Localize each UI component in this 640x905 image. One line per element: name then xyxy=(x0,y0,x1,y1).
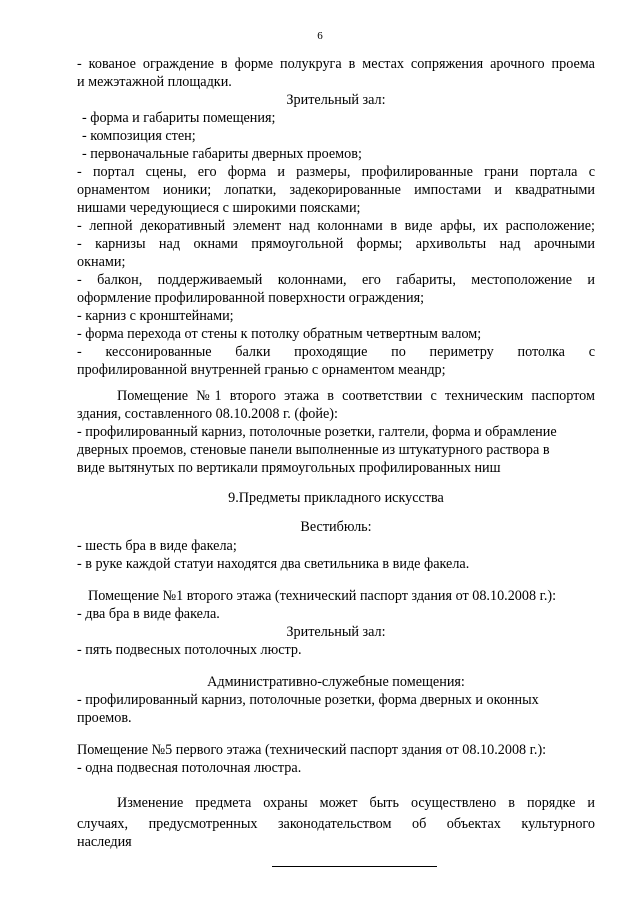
text-line: - лепной декоративный элемент над колоннами в виде арфы, их расположение; xyxy=(77,218,595,234)
text-line: - портал сцены, его форма и размеры, профилированные грани портала с xyxy=(77,164,595,180)
text-line: здания, составленного 08.10.2008 г. (фойе): xyxy=(77,406,338,422)
text-line: - форма и габариты помещения; xyxy=(82,110,276,126)
text-line: оформление профилированной поверхности ограждения; xyxy=(77,290,425,306)
subsection-heading: Административно-служебные помещения: xyxy=(207,674,465,690)
text-line: профилированной внутренней гранью с орнаментом меандр; xyxy=(77,362,446,378)
text-line: - два бра в виде факела. xyxy=(77,606,220,622)
text-line: Помещение №5 первого этажа (технический паспорт здания от 08.10.2008 г.): xyxy=(77,742,547,758)
text-line: - шесть бра в виде факела; xyxy=(77,538,237,554)
text-line: - кованое ограждение в форме полукруга в местах сопряжения арочного проема xyxy=(77,56,595,72)
section-heading: 9.Предметы прикладного искусства xyxy=(228,490,444,506)
footer-rule xyxy=(272,866,437,867)
text-line: Помещение №1 второго этажа в соответствии с техническим паспортом xyxy=(117,388,595,404)
text-line: и межэтажной площадки. xyxy=(77,74,232,90)
text-line: - карнизы над окнами прямоугольной формы; архивольты над арочными xyxy=(77,236,595,252)
text-line: - кессонированные балки проходящие по периметру потолка с xyxy=(77,344,595,360)
section-heading: Зрительный зал: xyxy=(286,92,386,108)
text-line: проемов. xyxy=(77,710,132,726)
subsection-heading: Вестибюль: xyxy=(300,519,372,535)
text-line: - в руке каждой статуи находятся два светильника в виде факела. xyxy=(77,556,470,572)
text-line: окнами; xyxy=(77,254,126,270)
text-line: - форма перехода от стены к потолку обратным четвертным валом; xyxy=(77,326,482,342)
text-line: дверных проемов, стеновые панели выполненные из штукатурного раствора в xyxy=(77,442,550,458)
text-line: - балкон, поддерживаемый колоннами, его габариты, местоположение и xyxy=(77,272,595,288)
text-line: Помещение №1 второго этажа (технический паспорт здания от 08.10.2008 г.): xyxy=(88,588,557,604)
subsection-heading: Зрительный зал: xyxy=(286,624,386,640)
text-line: наследия xyxy=(77,834,132,850)
text-line: случаях, предусмотренных законодательством об объектах культурного xyxy=(77,816,595,832)
text-line: нишами чередующиеся с широкими поясками; xyxy=(77,200,361,216)
page-number: 6 xyxy=(317,30,323,42)
text-line: - первоначальные габариты дверных проемов; xyxy=(82,146,362,162)
text-line: орнаментом ионики; лопатки, задекорированные импостами и квадратными xyxy=(77,182,595,198)
text-line: Изменение предмета охраны может быть осуществлено в порядке и xyxy=(117,795,595,811)
text-line: - карниз с кронштейнами; xyxy=(77,308,234,324)
text-line: - пять подвесных потолочных люстр. xyxy=(77,642,302,658)
text-line: - одна подвесная потолочная люстра. xyxy=(77,760,302,776)
text-line: - профилированный карниз, потолочные розетки, галтели, форма и обрамление xyxy=(77,424,557,440)
text-line: виде вытянутых по вертикали прямоугольных профилированных ниш xyxy=(77,460,501,476)
text-line: - композиция стен; xyxy=(82,128,196,144)
text-line: - профилированный карниз, потолочные розетки, форма дверных и оконных xyxy=(77,692,539,708)
